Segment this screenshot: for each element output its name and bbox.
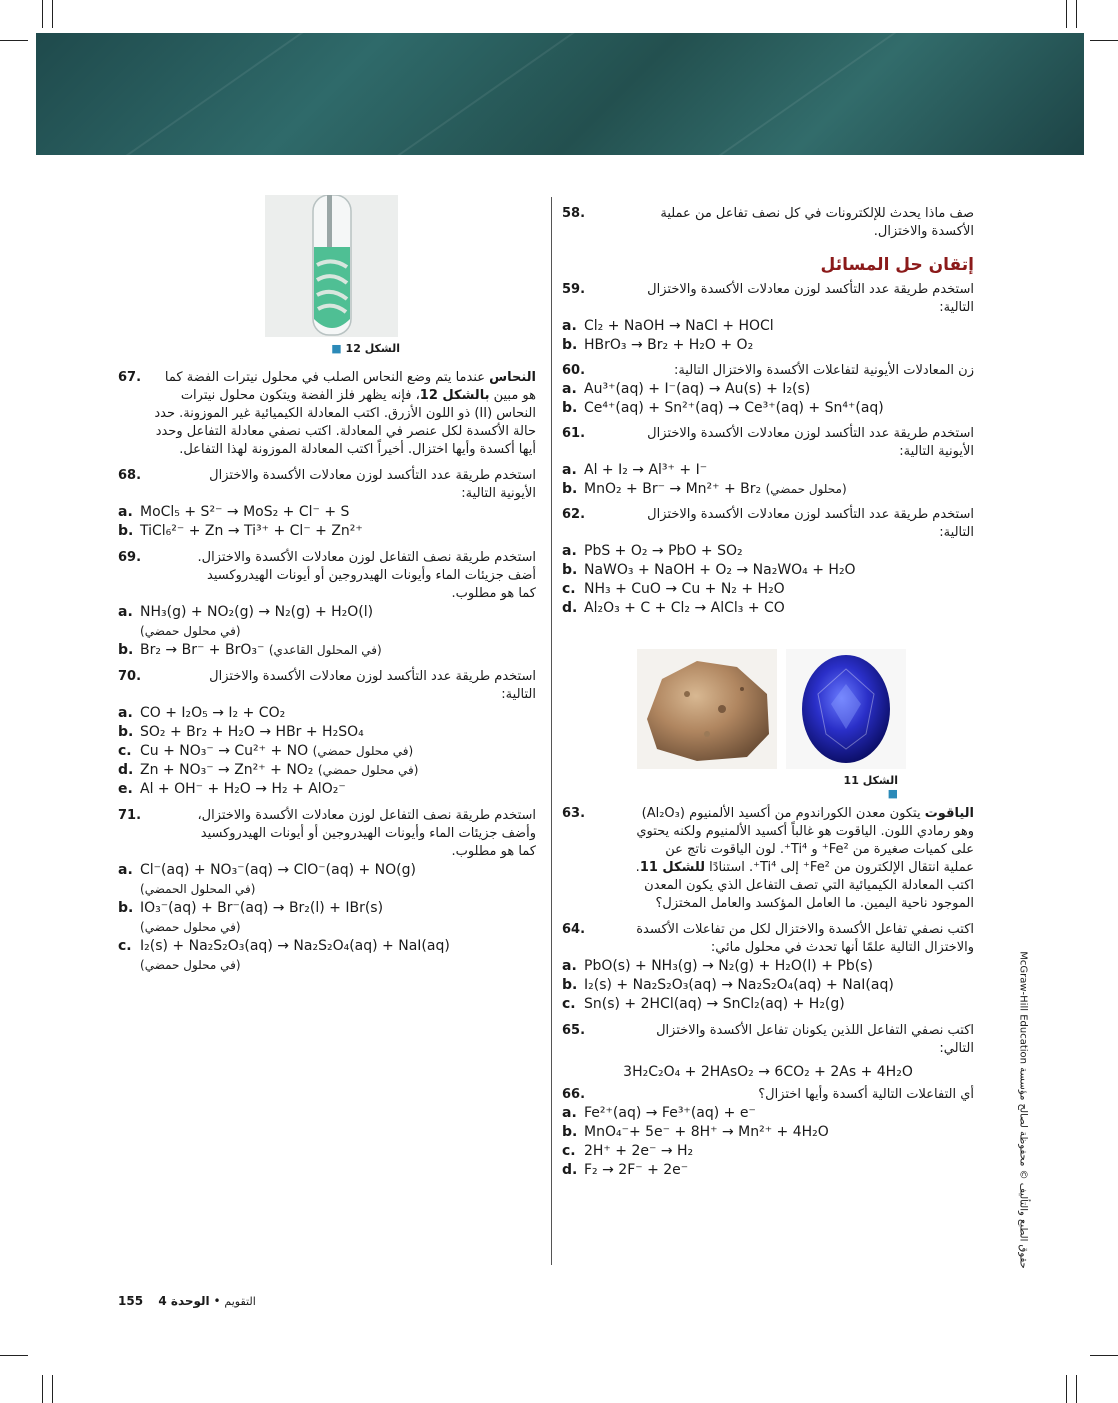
equation-text: Fe²⁺(aq) → Fe³⁺(aq) + e⁻ — [584, 1105, 756, 1121]
crop-mark — [42, 0, 43, 28]
equation-list — [562, 317, 974, 355]
caption-bullet-icon: ■ — [887, 787, 898, 800]
equation — [562, 580, 974, 599]
equation-label: b. — [118, 724, 134, 740]
equation-text: HBrO₃ → Br₂ + H₂O + O₂ — [584, 337, 754, 353]
equation-text: PbO(s) + NH₃(g) → N₂(g) + H₂O(l) + Pb(s) — [584, 958, 873, 974]
equation-label: d. — [118, 762, 134, 778]
equation: 3H₂C₂O₄ + 2HAsO₂ → 6CO₂ + 2As + 4H₂O — [623, 1064, 913, 1080]
question-text: اكتب نصفي تفاعل الأكسدة والاختزال لكل من تفاعلات الأكسدة والاختزال التالية علمًا أنها تحدث في محلول مائي: — [636, 922, 974, 955]
question-body-continued: ، فإنه يظهر فلز الفضة ويتكون محلول نيترات النحاس (II) ذو اللون الأزرق. اكتب المعادلة الكيميائية غير الموزونة. حدد حالة الأكسدة لكل عنصر في المعادلة. اكتب نصفي معادلة التفاعل وحدد أيها أكسدة وأيها اختزال. أخيراً اكتب المعادلة الموزونة لهذا التفاعل. — [154, 388, 536, 457]
equation-list — [118, 861, 536, 975]
figure-12-test-tube-image — [265, 195, 398, 337]
equation-list — [562, 461, 974, 499]
question-70 — [118, 668, 536, 704]
question-text — [148, 369, 536, 459]
equation-label: a. — [118, 705, 133, 721]
equation — [118, 704, 536, 723]
crop-mark — [42, 1375, 43, 1403]
equation — [562, 399, 974, 418]
question-65 — [562, 1022, 974, 1058]
equation-text: TiCl₆²⁻ + Zn → Ti³⁺ + Cl⁻ + Zn²⁺ — [140, 523, 363, 539]
question-text: صف ماذا يحدث للإلكترونات في كل نصف تفاعل من عملية الأكسدة والاختزال. — [660, 206, 974, 239]
equation-text: CO + I₂O₅ → I₂ + CO₂ — [140, 705, 286, 721]
crop-mark — [52, 1375, 53, 1403]
crop-mark — [1090, 40, 1118, 41]
question-63 — [562, 805, 974, 913]
equation-text: MoCl₅ + S²⁻ → MoS₂ + Cl⁻ + S — [140, 504, 350, 520]
equation-label: c. — [118, 743, 132, 759]
question-number: 66. — [562, 1087, 586, 1102]
question-69 — [118, 549, 536, 603]
equation — [562, 1104, 974, 1123]
caption-text: الشكل 12 — [345, 342, 400, 355]
equation-list — [562, 1104, 974, 1180]
question-61 — [562, 425, 974, 461]
equation-text: Al + OH⁻ + H₂O → H₂ + AlO₂⁻ — [140, 781, 346, 797]
equation — [562, 976, 974, 995]
equation — [562, 461, 974, 480]
page-footer — [118, 1294, 256, 1308]
question-71 — [118, 807, 536, 861]
equation-note: (في محلول حمضي) — [312, 744, 414, 758]
equation-text: NH₃ + CuO → Cu + N₂ + H₂O — [584, 581, 785, 597]
equation-list — [562, 957, 974, 1014]
question-text: زن المعادلات الأيونية لتفاعلات الأكسدة والاختزال التالية: — [673, 363, 974, 378]
question-62 — [562, 506, 974, 542]
equation-note: (في محلول حمضي) — [140, 624, 241, 638]
equation-label: b. — [562, 977, 578, 993]
equation-note: (في محلول حمضي) — [317, 763, 419, 777]
equation-note: (محلول حمضي) — [765, 482, 847, 496]
question-number: 61. — [562, 426, 586, 441]
equation-label: c. — [562, 1143, 576, 1159]
question-text: اكتب نصفي التفاعل اللذين يكونان تفاعل الأكسدة والاختزال التالي: — [656, 1023, 974, 1056]
equation-text: Cu + NO₃⁻ → Cu²⁺ + NO — [140, 743, 309, 759]
equation-label: a. — [562, 462, 577, 478]
question-text — [592, 805, 974, 913]
left-column — [118, 369, 536, 975]
equation — [118, 761, 536, 780]
equation-label: a. — [562, 1105, 577, 1121]
equation — [118, 641, 536, 660]
question-60 — [562, 362, 974, 380]
equation-label: b. — [562, 337, 578, 353]
equation — [118, 522, 536, 541]
crop-mark — [1076, 0, 1077, 28]
caption-bullet-icon: ■ — [331, 342, 342, 355]
equation-note: (في المحلول الحمضي) — [140, 882, 256, 896]
figure-11-caption — [838, 774, 898, 800]
question-text: استخدم طريقة نصف التفاعل لوزن معادلات الأكسدة والاختزال. أضف جزيئات الماء وأيونات الهيدروجين أو أيونات الهيدروكسيد كما هو مطلوب. — [197, 550, 536, 601]
equation-text: Br₂ → Br⁻ + BrO₃⁻ — [140, 642, 265, 658]
question-keyword: الياقوت — [924, 806, 974, 821]
question-number: 59. — [562, 282, 586, 297]
section-heading: إتقان حل المسائل — [820, 255, 974, 275]
question-text: استخدم طريقة عدد التأكسد لوزن معادلات الأكسدة والاختزال الأيونية التالية: — [647, 426, 974, 459]
equation-label: d. — [562, 1162, 578, 1178]
equation-text: Zn + NO₃⁻ → Zn²⁺ + NO₂ — [140, 762, 314, 778]
question-number: 58. — [562, 206, 586, 221]
question-58 — [562, 205, 974, 241]
footer-section: التقويم — [224, 1295, 256, 1308]
equation-label: e. — [118, 781, 133, 797]
equation — [562, 336, 974, 355]
equation-text: MnO₄⁻+ 5e⁻ + 8H⁺ → Mn²⁺ + 4H₂O — [584, 1124, 829, 1140]
figure-11-rock-image — [637, 649, 777, 769]
equation — [118, 503, 536, 522]
header-banner — [36, 33, 1084, 155]
equation-label: b. — [562, 562, 578, 578]
crop-mark — [1066, 0, 1067, 28]
equation — [562, 480, 974, 499]
equation-text: I₂(s) + Na₂S₂O₃(aq) → Na₂S₂O₄(aq) + NaI(aq) — [140, 938, 450, 954]
equation — [562, 1142, 974, 1161]
equation-text: Al + I₂ → Al³⁺ + I⁻ — [584, 462, 708, 478]
figure-reference: بالشكل 12 — [419, 388, 490, 403]
page-number: 155 — [118, 1294, 144, 1308]
question-59 — [562, 281, 974, 317]
question-68 — [118, 467, 536, 503]
question-66 — [562, 1086, 974, 1104]
equation — [562, 317, 974, 336]
question-number: 68. — [118, 468, 142, 483]
test-tube-icon — [265, 195, 398, 337]
equation-text: Sn(s) + 2HCl(aq) → SnCl₂(aq) + H₂(g) — [584, 996, 845, 1012]
equation — [118, 899, 536, 918]
crop-mark — [52, 0, 53, 28]
equation-text: Ce⁴⁺(aq) + Sn²⁺(aq) → Ce³⁺(aq) + Sn⁴⁺(aq) — [584, 400, 884, 416]
question-text: استخدم طريقة نصف التفاعل لوزن معادلات الأكسدة والاختزال، وأضف جزيئات الماء وأيونات الهيدروجين أو أيونات الهيدروكسيد كما هو مطلوب. — [197, 808, 536, 859]
question-body-continued: . اكتب المعادلة الكيميائية التي تصف التفاعل الذي يكون المعدن الموجود ناحية اليمين. ما العامل المؤكسد والعامل المختزل؟ — [635, 860, 974, 911]
question-body: يتكون معدن الكوراندوم من أكسيد الألمنيوم (Al₂O₃) وهو رمادي اللون. الياقوت هو غالباً أكسيد الألمنيوم ولكنه يحتوي على كميات صغيرة من Fe²⁺ و Ti⁴⁺. لون الياقوت ناتج عن عملية انتقال الإلكترون من Fe²⁺ إلى Ti⁴⁺. استنادًا — [636, 806, 974, 875]
question-keyword: النحاس — [489, 370, 536, 385]
right-column — [562, 205, 974, 618]
side-credit — [1014, 930, 1032, 1290]
equation-text: IO₃⁻(aq) + Br⁻(aq) → Br₂(l) + IBr(s) — [140, 900, 384, 916]
equation — [118, 603, 536, 622]
equation-text: 2H⁺ + 2e⁻ → H₂ — [584, 1143, 694, 1159]
equation-text: NaWO₃ + NaOH + O₂ → Na₂WO₄ + H₂O — [584, 562, 856, 578]
equation-label: b. — [118, 523, 134, 539]
equation-label: a. — [562, 958, 577, 974]
equation — [118, 937, 536, 956]
equation-text: Al₂O₃ + C + Cl₂ → AlCl₃ + CO — [584, 600, 785, 616]
equation-text: I₂(s) + Na₂S₂O₃(aq) → Na₂S₂O₄(aq) + NaI(aq) — [584, 977, 894, 993]
equation-label: a. — [118, 604, 133, 620]
equation-label: b. — [562, 400, 578, 416]
footer-bullet-icon: • — [213, 1294, 221, 1308]
equation-list — [118, 704, 536, 799]
equation-note: (في محلول حمضي) — [140, 920, 241, 934]
equation — [562, 542, 974, 561]
equation-text: Au³⁺(aq) + I⁻(aq) → Au(s) + I₂(s) — [584, 381, 811, 397]
equation-text: PbS + O₂ → PbO + SO₂ — [584, 543, 743, 559]
equation — [118, 780, 536, 799]
equation-label: b. — [562, 1124, 578, 1140]
question-text: استخدم طريقة عدد التأكسد لوزن معادلات الأكسدة والاختزال التالية: — [647, 282, 974, 315]
question-67 — [118, 369, 536, 459]
equation — [562, 1123, 974, 1142]
question-number: 71. — [118, 808, 142, 823]
equation — [562, 380, 974, 399]
equation-label: b. — [118, 900, 134, 916]
question-body: عندما يتم وضع النحاس الصلب في محلول نيترات الفضة كما هو مبين — [164, 370, 536, 403]
equation-label: a. — [118, 504, 133, 520]
crop-mark — [1076, 1375, 1077, 1403]
equation — [562, 561, 974, 580]
side-credit-text: McGraw-Hill Education حقوق الطبع والتأليف © محفوظة لصالح مؤسسة — [1017, 951, 1029, 1269]
equation-label: c. — [118, 938, 132, 954]
caption-text: الشكل 11 — [843, 774, 898, 787]
figure-reference: للشكل 11 — [639, 860, 706, 875]
right-column-lower — [562, 805, 974, 1180]
figure-11-sapphire-image — [786, 649, 906, 769]
equation-text: Cl⁻(aq) + NO₃⁻(aq) → ClO⁻(aq) + NO(g) — [140, 862, 416, 878]
rock-icon — [637, 649, 777, 769]
crop-mark — [1066, 1375, 1067, 1403]
equation-list — [118, 503, 536, 541]
equation-list — [562, 542, 974, 618]
equation-label: a. — [562, 318, 577, 334]
equation-text: SO₂ + Br₂ + H₂O → HBr + H₂SO₄ — [140, 724, 364, 740]
equation — [562, 957, 974, 976]
question-number: 62. — [562, 507, 586, 522]
equation-list — [562, 380, 974, 418]
equation — [562, 995, 974, 1014]
question-64 — [562, 921, 974, 957]
question-number: 63. — [562, 806, 586, 821]
question-text: استخدم طريقة عدد التأكسد لوزن معادلات الأكسدة والاختزال الأيونية التالية: — [209, 468, 536, 501]
sapphire-gem-icon — [786, 649, 906, 769]
equation-note: (في المحلول القاعدي) — [268, 643, 382, 657]
question-number: 60. — [562, 363, 586, 378]
equation — [118, 723, 536, 742]
equation-text: NH₃(g) + NO₂(g) → N₂(g) + H₂O(l) — [140, 604, 374, 620]
equation — [562, 599, 974, 618]
question-number: 70. — [118, 669, 142, 684]
equation-label: b. — [562, 481, 578, 497]
crop-mark — [0, 40, 28, 41]
equation-text: Cl₂ + NaOH → NaCl + HOCl — [584, 318, 774, 334]
footer-unit: الوحدة 4 — [158, 1294, 210, 1308]
equation-label: a. — [562, 381, 577, 397]
question-number: 64. — [562, 922, 586, 937]
equation — [562, 1161, 974, 1180]
equation-label: a. — [562, 543, 577, 559]
crop-mark — [0, 1355, 28, 1356]
equation-label: c. — [562, 996, 576, 1012]
equation-list — [118, 603, 536, 660]
equation — [118, 742, 536, 761]
equation-label: a. — [118, 862, 133, 878]
crop-mark — [1090, 1355, 1118, 1356]
equation-text: MnO₂ + Br⁻ → Mn²⁺ + Br₂ — [584, 481, 762, 497]
column-divider — [551, 197, 552, 1265]
question-number: 65. — [562, 1023, 586, 1038]
question-text: استخدم طريقة عدد التأكسد لوزن معادلات الأكسدة والاختزال التالية: — [209, 669, 536, 702]
equation-label: b. — [118, 642, 134, 658]
question-text: أي التفاعلات التالية أكسدة وأيها اختزال؟ — [758, 1087, 974, 1102]
equation-note: (في محلول حمضي) — [140, 958, 241, 972]
equation-label: c. — [562, 581, 576, 597]
question-number: 69. — [118, 550, 142, 565]
equation-text: F₂ → 2F⁻ + 2e⁻ — [584, 1162, 689, 1178]
figure-12-caption — [330, 342, 400, 355]
equation-label: d. — [562, 600, 578, 616]
equation — [118, 861, 536, 880]
question-number: 67. — [118, 370, 142, 385]
question-text: استخدم طريقة عدد التأكسد لوزن معادلات الأكسدة والاختزال التالية: — [647, 507, 974, 540]
